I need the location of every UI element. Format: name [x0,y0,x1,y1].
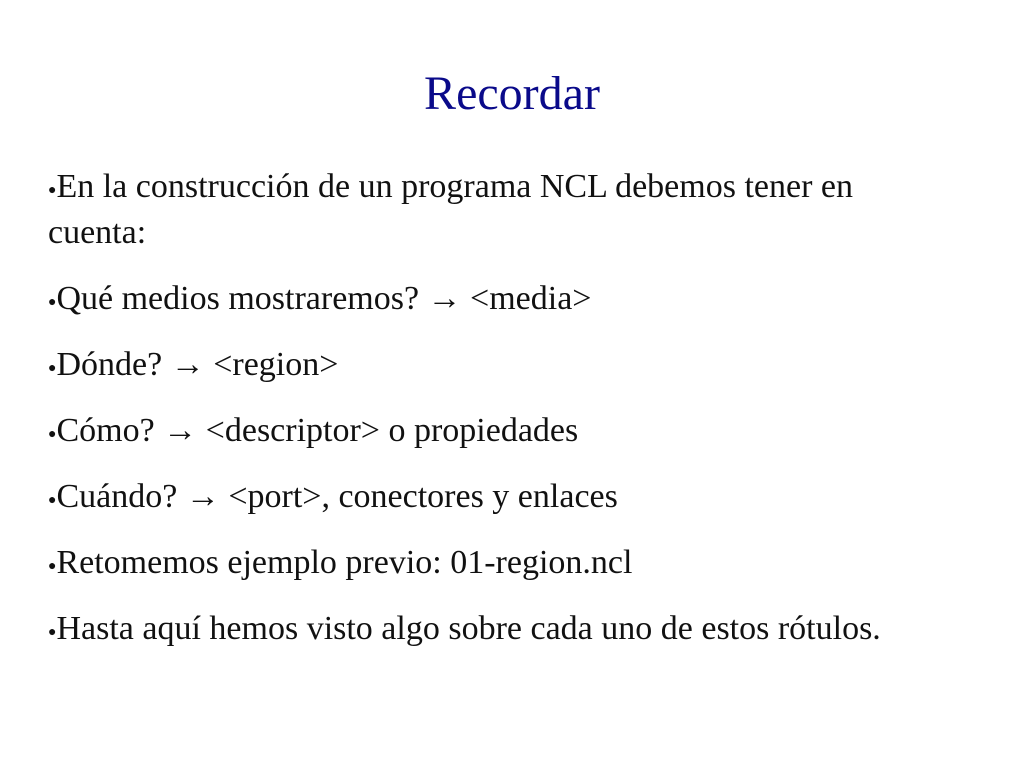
bullet-list [48,164,948,672]
bullet-dot-icon: ● [48,183,57,198]
bullet-item [48,408,948,454]
bullet-item [48,540,948,586]
bullet-text: Cuándo? → <port>, conectores y enlaces [56,478,618,515]
bullet-text: Cómo? → <descriptor> o propiedades [56,412,579,449]
bullet-text: Hasta aquí hemos visto algo sobre cada uno de estos rótulos. [56,610,881,647]
bullet-dot-icon: ● [48,493,57,508]
bullet-dot-icon: ● [48,295,57,310]
bullet-item [48,342,948,388]
bullet-text: Qué medios mostraremos? → <media> [56,280,592,317]
bullet-item [48,474,948,520]
bullet-dot-icon: ● [48,361,57,376]
bullet-item [48,606,948,652]
bullet-text: En la construcción de un programa NCL debemos tener en cuenta: [48,168,853,251]
bullet-text: Dónde? → <region> [56,346,339,383]
bullet-dot-icon: ● [48,625,57,640]
bullet-item [48,164,948,256]
bullet-dot-icon: ● [48,559,57,574]
bullet-dot-icon: ● [48,427,57,442]
slide-title: Recordar [424,67,600,120]
bullet-text: Retomemos ejemplo previo: 01-region.ncl [56,544,633,581]
bullet-item [48,276,948,322]
